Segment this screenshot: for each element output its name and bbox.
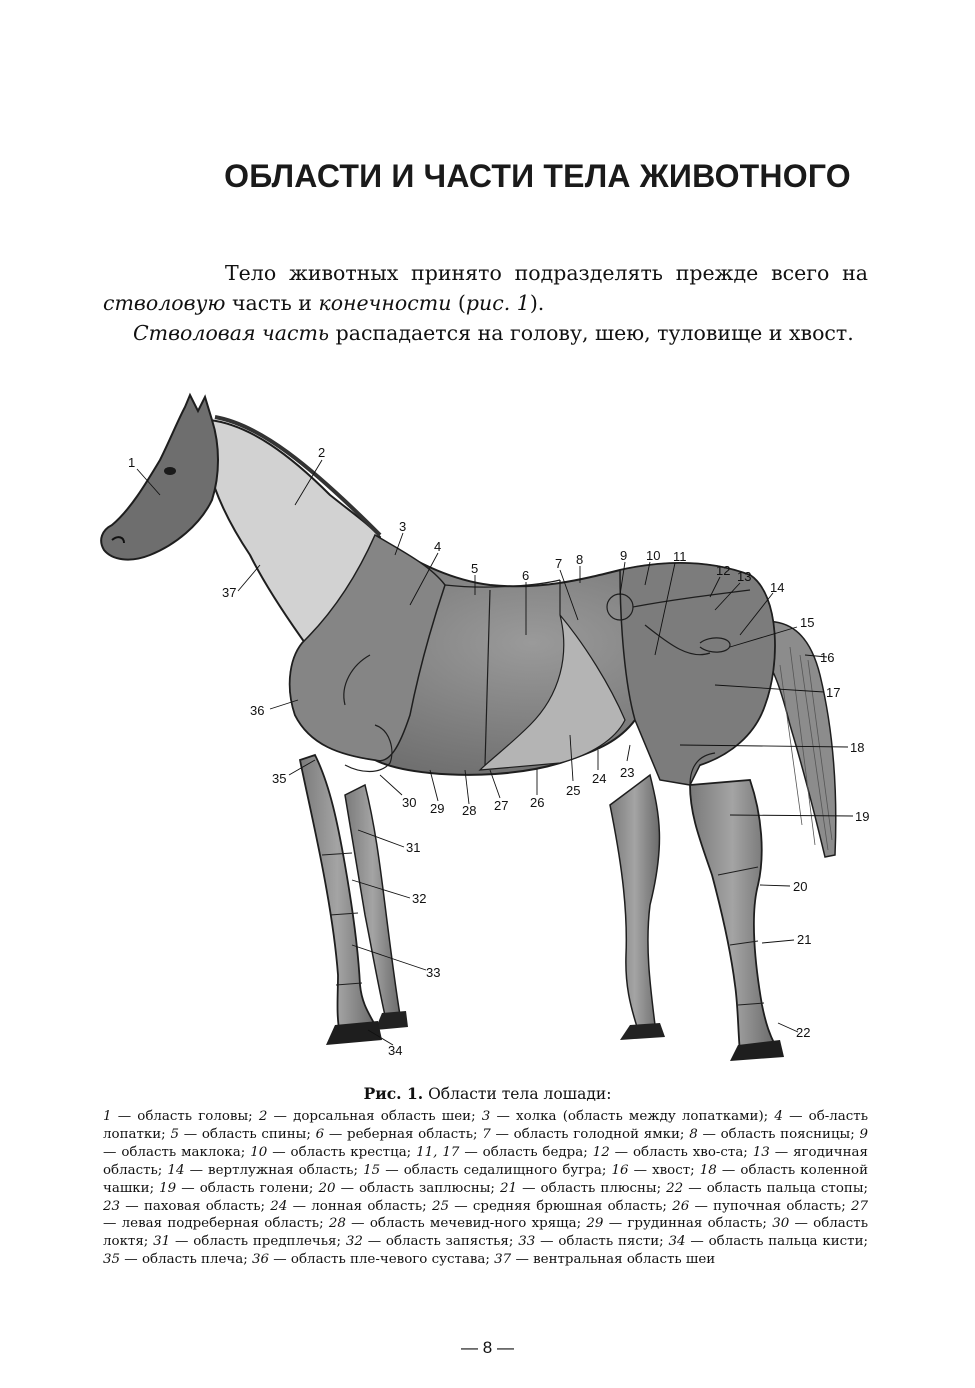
intro-paragraph-1 (103, 258, 868, 318)
legend-number: 15 (363, 1162, 381, 1178)
legend-number: 1 (103, 1109, 112, 1124)
region-label: 2 (318, 445, 326, 460)
region-label: 14 (770, 580, 785, 595)
legend-text: — левая подреберная область; (103, 1216, 329, 1232)
legend-number: 30 (772, 1216, 790, 1232)
legend-number: 3 (481, 1109, 491, 1124)
legend-item (167, 1163, 363, 1178)
legend-text: — область спины; (178, 1126, 316, 1142)
legend-text: — об-ласть лопатки; (103, 1109, 868, 1142)
legend-text: — область поясницы; (697, 1126, 860, 1142)
legend-item (482, 1109, 775, 1124)
legend-text: — область пле-чевого сустава; (269, 1252, 495, 1268)
horse-diagram (90, 385, 890, 1085)
legend-item (250, 1145, 416, 1160)
legend-text: — область мечевид-ного хряща; (345, 1216, 587, 1232)
legend-text: — вертлужная область; (184, 1162, 364, 1178)
legend-text: — паховая область; (120, 1198, 271, 1214)
legend-item (669, 1234, 869, 1249)
legend-number: 9 (859, 1126, 868, 1142)
legend-number: 24 (270, 1198, 288, 1214)
legend-item (252, 1252, 494, 1267)
intro-text-run: Тело животных принято подразделять прежде всего на (225, 261, 868, 285)
legend-item (672, 1199, 851, 1214)
region-label: 10 (646, 548, 661, 563)
region-label: 20 (793, 879, 808, 894)
legend-item (103, 1252, 252, 1267)
legend-text: — область запястья; (362, 1234, 519, 1250)
horse-figure (90, 385, 890, 1085)
legend-item (329, 1216, 587, 1231)
legend-item (518, 1234, 668, 1249)
legend-text: — ягодичная область; (103, 1144, 868, 1178)
legend-number: 19 (159, 1180, 177, 1196)
intro-term-trunk-part: Стволовая часть (133, 321, 330, 345)
legend-text: — область маклока; (103, 1144, 251, 1160)
legend-number: 5 (170, 1126, 179, 1142)
region-label: 34 (388, 1043, 403, 1058)
region-label: 21 (797, 932, 812, 947)
legend-number: 32 (345, 1234, 363, 1250)
legend-number: 22 (666, 1180, 684, 1196)
figure-caption-number: Рис. 1. (363, 1084, 424, 1103)
intro-text-run: ( (451, 291, 466, 315)
intro-term-limbs: конечности (318, 291, 452, 315)
intro-text (103, 258, 868, 348)
legend-number: 21 (499, 1180, 518, 1196)
legend-text: — холка (область между лопатками); (490, 1109, 775, 1124)
figure-caption (0, 1084, 975, 1103)
region-label: 24 (592, 771, 607, 786)
legend-number: 4 (774, 1109, 783, 1124)
region-label: 8 (576, 552, 584, 567)
legend-text: — область заплюсны; (335, 1180, 500, 1196)
legend-number: 18 (699, 1162, 717, 1178)
legend-text: — область голодной ямки; (490, 1126, 690, 1142)
region-label: 13 (737, 569, 752, 584)
region-label: 1 (128, 455, 136, 470)
legend-text: — область голени; (176, 1180, 319, 1196)
legend-number: 25 (431, 1198, 449, 1214)
region-label: 12 (716, 563, 731, 578)
legend-text: — хвост; (628, 1162, 700, 1178)
legend-text: — область головы; (111, 1109, 259, 1124)
legend-number: 10 (250, 1144, 268, 1160)
legend-item (586, 1216, 772, 1231)
legend-item (500, 1181, 666, 1196)
legend-text: — область крестца; (267, 1144, 417, 1160)
region-label: 5 (471, 561, 479, 576)
intro-paragraph-2 (103, 318, 868, 348)
legend-item (593, 1145, 753, 1160)
legend-number: 12 (592, 1144, 610, 1160)
legend-number: 27 (850, 1198, 869, 1214)
legend-item (170, 1127, 315, 1142)
region-label: 25 (566, 783, 581, 798)
legend-text: — область коленной чашки; (103, 1162, 868, 1196)
region-label: 26 (530, 795, 545, 810)
region-label: 23 (620, 765, 635, 780)
region-label: 32 (412, 891, 427, 906)
region-label: 29 (430, 801, 445, 816)
legend-number: 13 (752, 1144, 770, 1160)
figure-legend (103, 1108, 868, 1269)
legend-number: 26 (672, 1198, 690, 1214)
legend-item (103, 1109, 259, 1124)
region-label: 36 (250, 703, 265, 718)
intro-text-run: часть и (225, 291, 319, 315)
legend-text: — дорсальная область шеи; (267, 1109, 482, 1124)
legend-number: 14 (167, 1162, 185, 1178)
region-label: 4 (434, 539, 442, 554)
intro-text-run: распадается на голову, шею, туловище и хвост. (329, 321, 854, 345)
region-label: 3 (399, 519, 407, 534)
region-label: 16 (820, 650, 835, 665)
region-label: 35 (272, 771, 287, 786)
legend-item (611, 1163, 699, 1178)
legend-item (666, 1181, 868, 1196)
legend-number: 6 (315, 1126, 325, 1142)
legend-number: 29 (586, 1216, 604, 1232)
legend-number: 31 (153, 1234, 171, 1250)
legend-text: — средняя брюшная область; (449, 1198, 673, 1214)
horse-head (101, 395, 218, 560)
legend-number: 23 (103, 1198, 121, 1214)
legend-item (363, 1163, 611, 1178)
region-label: 22 (796, 1025, 811, 1040)
legend-number: 34 (668, 1234, 686, 1250)
legend-item (103, 1199, 270, 1214)
legend-item (482, 1127, 689, 1142)
region-label: 6 (522, 568, 530, 583)
legend-item (416, 1145, 593, 1160)
legend-text: — область пясти; (535, 1234, 669, 1250)
legend-number: 36 (251, 1252, 270, 1268)
legend-item (346, 1234, 518, 1249)
legend-item (316, 1127, 483, 1142)
legend-item (259, 1109, 482, 1124)
region-label: 7 (555, 556, 563, 571)
legend-item (159, 1181, 318, 1196)
legend-text: — реберная область; (324, 1126, 483, 1142)
legend-text: — область плеча; (120, 1252, 252, 1268)
intro-figure-ref: рис. 1 (465, 291, 530, 315)
region-label: 33 (426, 965, 441, 980)
legend-text: — область локтя; (103, 1216, 868, 1250)
region-label: 30 (402, 795, 417, 810)
legend-item (319, 1181, 500, 1196)
page-number: — 8 — (461, 1338, 514, 1357)
region-label: 9 (620, 548, 628, 563)
hind-leg-near (690, 780, 775, 1053)
legend-item (689, 1127, 859, 1142)
region-label: 31 (406, 840, 421, 855)
legend-text: — область хво-ста; (609, 1144, 753, 1160)
figure-caption-text: Области тела лошади: (423, 1085, 612, 1103)
legend-text: — область предплечья; (170, 1234, 346, 1250)
legend-item (270, 1199, 432, 1214)
legend-number: 7 (482, 1126, 491, 1142)
page-title: ОБЛАСТИ И ЧАСТИ ТЕЛА ЖИВОТНОГО (224, 158, 851, 194)
intro-term-trunk: стволовую (103, 291, 226, 315)
legend-text: — область седалищного бугра; (380, 1162, 612, 1178)
region-label: 19 (855, 809, 870, 824)
legend-text: — пупочная область; (689, 1198, 851, 1214)
legend-number: 8 (689, 1126, 698, 1142)
legend-item (432, 1199, 672, 1214)
region-label: 27 (494, 798, 509, 813)
legend-number: 16 (611, 1162, 629, 1178)
region-label: 17 (826, 685, 841, 700)
hind-leg-far (610, 775, 659, 1030)
intro-text-run: ). (529, 291, 545, 315)
legend-text: — вентральная область шеи (511, 1252, 716, 1268)
legend-number: 2 (258, 1109, 268, 1124)
legend-text: — область пальца кисти; (685, 1234, 868, 1250)
legend-number: 35 (103, 1252, 121, 1268)
legend-number: 28 (328, 1216, 346, 1232)
region-label: 11 (673, 549, 687, 564)
legend-number: 33 (518, 1234, 536, 1250)
legend-text: — область бедра; (459, 1144, 593, 1160)
legend-item (153, 1234, 346, 1249)
legend-number: 37 (494, 1252, 512, 1268)
region-label: 37 (222, 585, 237, 600)
region-label: 18 (850, 740, 865, 755)
legend-text: — область пальца стопы; (683, 1180, 868, 1196)
legend-item (494, 1252, 715, 1267)
legend-text: — лонная область; (287, 1198, 432, 1214)
legend-number: 11, 17 (416, 1144, 460, 1160)
region-label: 15 (800, 615, 815, 630)
legend-text: — грудинная область; (603, 1216, 773, 1232)
legend-number: 20 (318, 1180, 336, 1196)
legend-text: — область плюсны; (517, 1180, 667, 1196)
region-label: 28 (462, 803, 477, 818)
